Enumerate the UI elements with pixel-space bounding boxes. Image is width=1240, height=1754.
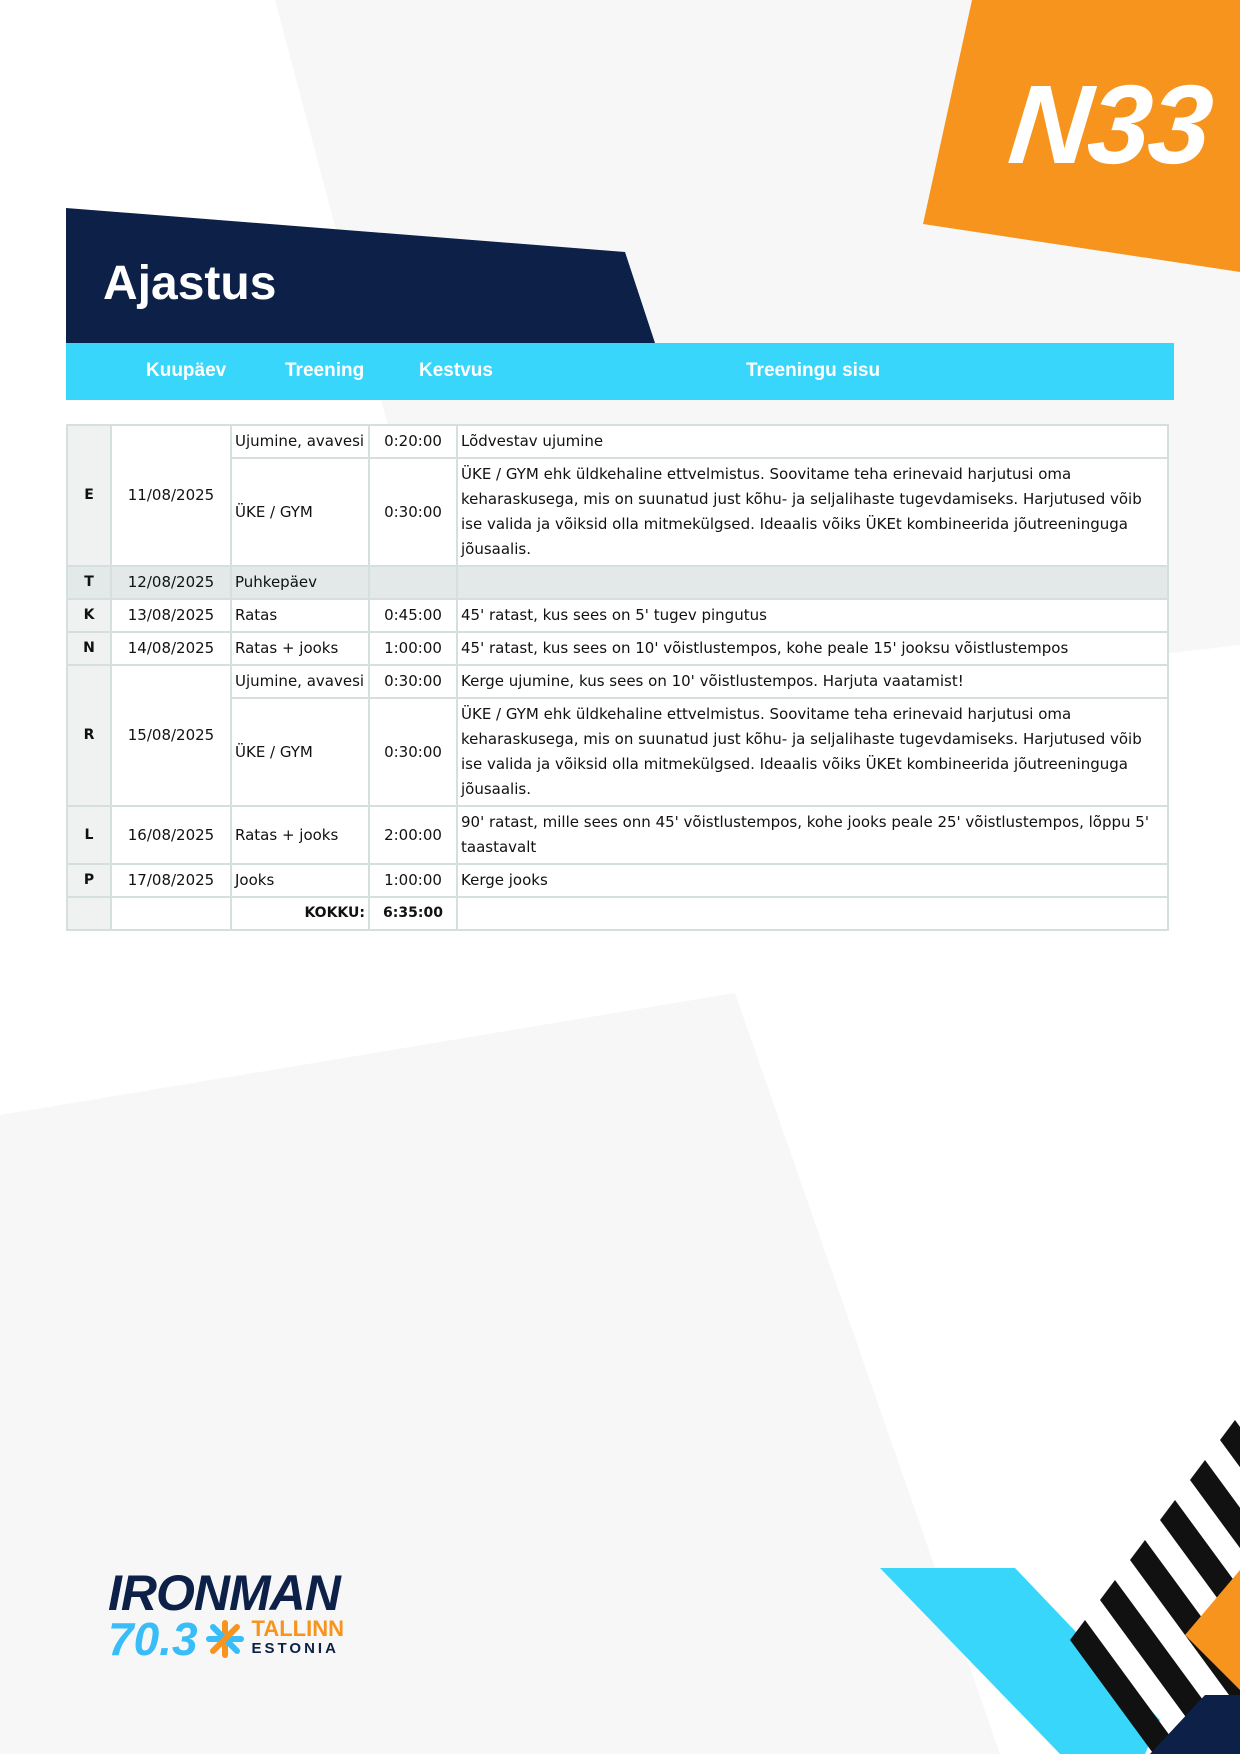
empty-cell [457,897,1168,930]
content-cell [457,566,1168,599]
duration-cell: 0:30:00 [369,698,457,806]
training-cell: Ratas + jooks [231,806,369,864]
table-row [67,806,1168,864]
content-cell: Kerge ujumine, kus sees on 10' võistlustempos. Harjuta vaatamist! [457,665,1168,698]
week-badge: N33 [1003,62,1217,187]
total-value: 6:35:00 [369,897,457,930]
star-icon [206,1620,244,1658]
empty-cell [111,897,231,930]
table-row-rest [67,566,1168,599]
schedule-table [66,424,1169,931]
date-cell: 15/08/2025 [111,665,231,806]
day-letter: E [67,425,111,566]
header-date: Kuupäev [146,360,227,381]
content-cell: 45' ratast, kus sees on 10' võistlustempos, kohe peale 15' jooksu võistlustempos [457,632,1168,665]
training-cell: Ratas + jooks [231,632,369,665]
duration-cell: 0:45:00 [369,599,457,632]
day-letter: N [67,632,111,665]
duration-cell: 1:00:00 [369,864,457,897]
table-row [67,864,1168,897]
total-label: KOKKU: [231,897,369,930]
table-row [67,632,1168,665]
table-row [67,665,1168,698]
day-letter: L [67,806,111,864]
training-cell: Ujumine, avavesi [231,425,369,458]
training-cell: ÜKE / GYM [231,458,369,566]
logo-city: TALLINN [251,1616,344,1641]
table-row [67,698,1168,806]
duration-cell [369,566,457,599]
day-letter: T [67,566,111,599]
date-cell: 12/08/2025 [111,566,231,599]
table-row [67,599,1168,632]
empty-cell [67,897,111,930]
table-header-bar [66,343,1174,400]
content-cell: ÜKE / GYM ehk üldkehaline ettvelmistus. Soovitame teha erinevaid harjutusi oma keharaskusega, mis on suunatud just kõhu- ja seljalihaste tugevdamiseks. Harjutused võib ise valida ja võiksid olla mitmekülgsed. Ideaalis võiks ÜKEt kombineerida jõutreeninguga jõusaalis. [457,698,1168,806]
header-training: Treening [285,360,365,381]
content-cell: ÜKE / GYM ehk üldkehaline ettvelmistus. Soovitame teha erinevaid harjutusi oma keharaskusega, mis on suunatud just kõhu- ja seljalihaste tugevdamiseks. Harjutused võib ise valida ja võiksid olla mitmekülgsed. Ideaalis võiks ÜKEt kombineerida jõutreeninguga jõusaalis. [457,458,1168,566]
duration-cell: 0:30:00 [369,458,457,566]
date-cell: 11/08/2025 [111,425,231,566]
content-cell: 90' ratast, mille sees onn 45' võistlustempos, kohe jooks peale 25' võistlustempos, lõppu 5' taastavalt [457,806,1168,864]
table-row-total [67,897,1168,930]
logo-brand: IRONMAN [108,1565,340,1621]
duration-cell: 0:30:00 [369,665,457,698]
date-cell: 16/08/2025 [111,806,231,864]
duration-cell: 2:00:00 [369,806,457,864]
content-cell: Lõdvestav ujumine [457,425,1168,458]
day-letter: P [67,864,111,897]
logo-country: ESTONIA [251,1640,339,1657]
duration-cell: 1:00:00 [369,632,457,665]
date-cell: 14/08/2025 [111,632,231,665]
date-cell: 13/08/2025 [111,599,231,632]
training-cell: Puhkepäev [231,566,369,599]
table-row [67,458,1168,566]
training-cell: Ujumine, avavesi [231,665,369,698]
table-row [67,425,1168,458]
training-cell: Ratas [231,599,369,632]
content-cell: 45' ratast, kus sees on 5' tugev pingutus [457,599,1168,632]
content-cell: Kerge jooks [457,864,1168,897]
day-letter: R [67,665,111,806]
header-duration: Kestvus [419,360,493,381]
training-cell: Jooks [231,864,369,897]
date-cell: 17/08/2025 [111,864,231,897]
ironman-logo [108,1565,344,1665]
page-title: Ajastus [103,257,277,310]
day-letter: K [67,599,111,632]
header-content: Treeningu sisu [746,360,881,381]
logo-distance: 70.3 [108,1613,198,1665]
duration-cell: 0:20:00 [369,425,457,458]
training-cell: ÜKE / GYM [231,698,369,806]
